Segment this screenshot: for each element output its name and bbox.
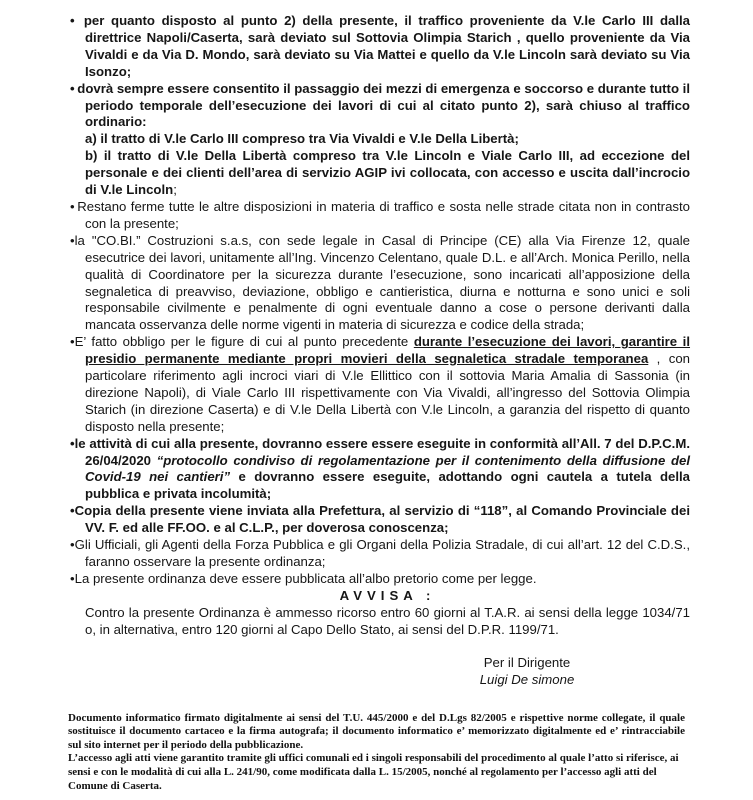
text-run: le attività di cui alla presente, dovranno essere essere eseguite in conformità all’All. 7 del D.P.C.M. 26/04/2020 xyxy=(74,435,690,468)
bullet-emergency-access xyxy=(70,81,690,132)
bullet-marker: • xyxy=(70,537,75,553)
text-run: E’ fatto obbligo per le figure di cui al punto precedente xyxy=(74,334,414,350)
text-run: La presente ordinanza deve essere pubblicata all’albo pretorio come per legge. xyxy=(74,570,537,586)
signature-block xyxy=(407,654,647,689)
signature-name: Luigi De simone xyxy=(479,672,575,688)
bullet-signage-obligation xyxy=(70,334,690,435)
text-run: b) il tratto di V.le Della Libertà compreso tra V.le Lincoln e Viale Carlo III, ad eccezione del personale e dei clienti dell’area di servizio AGIP ivi collocata, con accesso e uscita dall’incrocio di V.le Lincoln xyxy=(85,148,690,198)
text-run: “protocollo condiviso di regolamentazione per il contenimento della diffusione del Covid-19 nei cantieri” xyxy=(85,452,690,485)
text-run: Gli Ufficiali, gli Agenti della Forza Pubblica e gli Organi della Polizia Stradale, di cui all’art. 12 del C.D.S., faranno osservare la presente ordinanza; xyxy=(74,537,690,569)
bullet-cobi-contractor xyxy=(70,233,690,334)
bullet-publication xyxy=(70,571,690,588)
bullet-enforcement xyxy=(70,537,690,571)
text-run: ; xyxy=(173,182,177,198)
bullet-other-provisions xyxy=(70,199,690,233)
bullet-marker: • xyxy=(70,570,75,586)
bullet-marker: • xyxy=(70,503,75,519)
text-run: durante l’esecuzione dei lavori, garantire il presidio permanente mediante propri movieri della segnaletica stradale temporanea xyxy=(85,334,691,367)
text-run: per quanto disposto al punto 2) della presente, il traffico proveniente da V.le Carlo III dalla direttrice Napoli/Caserta, sarà deviato sul Sottovia Olimpia Starich , quello proveniente da Via Vivaldi e da Via D. Mondo, sarà deviato su Via Mattei e quello da V.le Lincoln sarà deviato su Via Isonzo; xyxy=(83,13,690,79)
bullet-covid-protocol xyxy=(70,436,690,504)
signature-role: Per il Dirigente xyxy=(483,654,571,670)
bullet-marker: • xyxy=(70,334,75,350)
legal-footer xyxy=(68,712,685,794)
bullet-marker: • xyxy=(70,13,84,28)
text-run: Copia della presente viene inviata alla Prefettura, al servizio di “118”, al Comando Provinciale dei VV. F. ed alle FF.OO. e al C.L.P., per doverosa conoscenza; xyxy=(74,503,690,536)
text-run: , con particolare riferimento agli incroci viari di V.le Ellittico con il sottovia Maria Amalia di Sassonia (in direzione Napoli), di Viale Carlo III rispettivamente con Via Vivaldi, all’ingresso del Sottovia Olimpia Starich (in direzione Caserta) e di V.le Della Libertà con V.le Lincoln, a garanzia del rispetto di quanto disposto nella presente; xyxy=(85,351,690,434)
bullet-marker: • xyxy=(70,80,78,96)
sub-item-b xyxy=(70,148,690,199)
appeal-paragraph: Contro la presente Ordinanza è ammesso ricorso entro 60 giorni al T.A.R. ai sensi della legge 1034/71 o, in alternativa, entro 120 giorni al Capo Dello Stato, ai sensi del D.P.R. 1199/71. xyxy=(85,604,690,637)
avvisa-heading: AVVISA : xyxy=(339,587,436,603)
bullet-traffic-diversion xyxy=(70,13,690,81)
footer-digital-signature-note: Documento informatico firmato digitalmente ai sensi del T.U. 445/2000 e del D.Lgs 82/2005 e rispettive norme collegate, il quale sostituisce il documento cartaceo e la firma autografa; il documento informatico e’ memorizzato digitalmente ed e’ rintracciabile sul sito internet per il periodo della pubblicazione. xyxy=(68,711,685,751)
text-run: Restano ferme tutte le altre disposizioni in materia di traffico e sosta nelle strade citata non in contrasto con la presente; xyxy=(77,198,690,231)
footer-access-note: L’accesso agli atti viene garantito tramite gli uffici comunali ed i singoli responsabili del procedimento al quale l’atto si riferisce, ai sensi e con le modalità di cui alla L. 241/90, come modificata dalla L. 15/2005, nonché al regolamento per l’accesso agli atti del Comune di Caserta. xyxy=(68,752,679,792)
bullet-marker: • xyxy=(70,232,75,248)
text-run: a) il tratto di V.le Carlo III compreso tra Via Vivaldi e V.le Della Libertà; xyxy=(85,131,519,147)
sub-item-a xyxy=(70,131,690,148)
text-run: la "CO.BI.” Costruzioni s.a.s, con sede legale in Casal di Principe (CE) alla Via Firenze 12, quale esecutrice dei lavori, unitamente all’Ing. Vincenzo Celentano, quale D.L. e all’Arch. Monica Perillo, nella qualità di Coordinatore per la sicurezza durante l’esecuzione, sono incaricati all’apposizione della segnaletica di preavviso, deviazione, obbligo e cantieristica, diurna e notturna e sono unici e soli responsabile civilmente e penalmente di ogni eventuale danno a cose o persone derivanti dalla mancata osservanza delle norme vigenti in materia di sicurezza e codice della strada; xyxy=(74,232,690,333)
document-body xyxy=(70,13,690,588)
bullet-copy-distribution xyxy=(70,503,690,537)
text-run: e dovranno essere eseguite, adottando ogni cautela a tutela della pubblica e privata incolumità; xyxy=(85,469,691,502)
text-run: dovrà sempre essere consentito il passaggio dei mezzi di emergenza e soccorso e durante tutto il periodo temporale dell’esecuzione dei lavori di cui al citato punto 2), sarà chiuso al traffico ordinario: xyxy=(77,80,690,130)
bullet-marker: • xyxy=(70,198,78,214)
bullet-marker: • xyxy=(70,435,75,451)
